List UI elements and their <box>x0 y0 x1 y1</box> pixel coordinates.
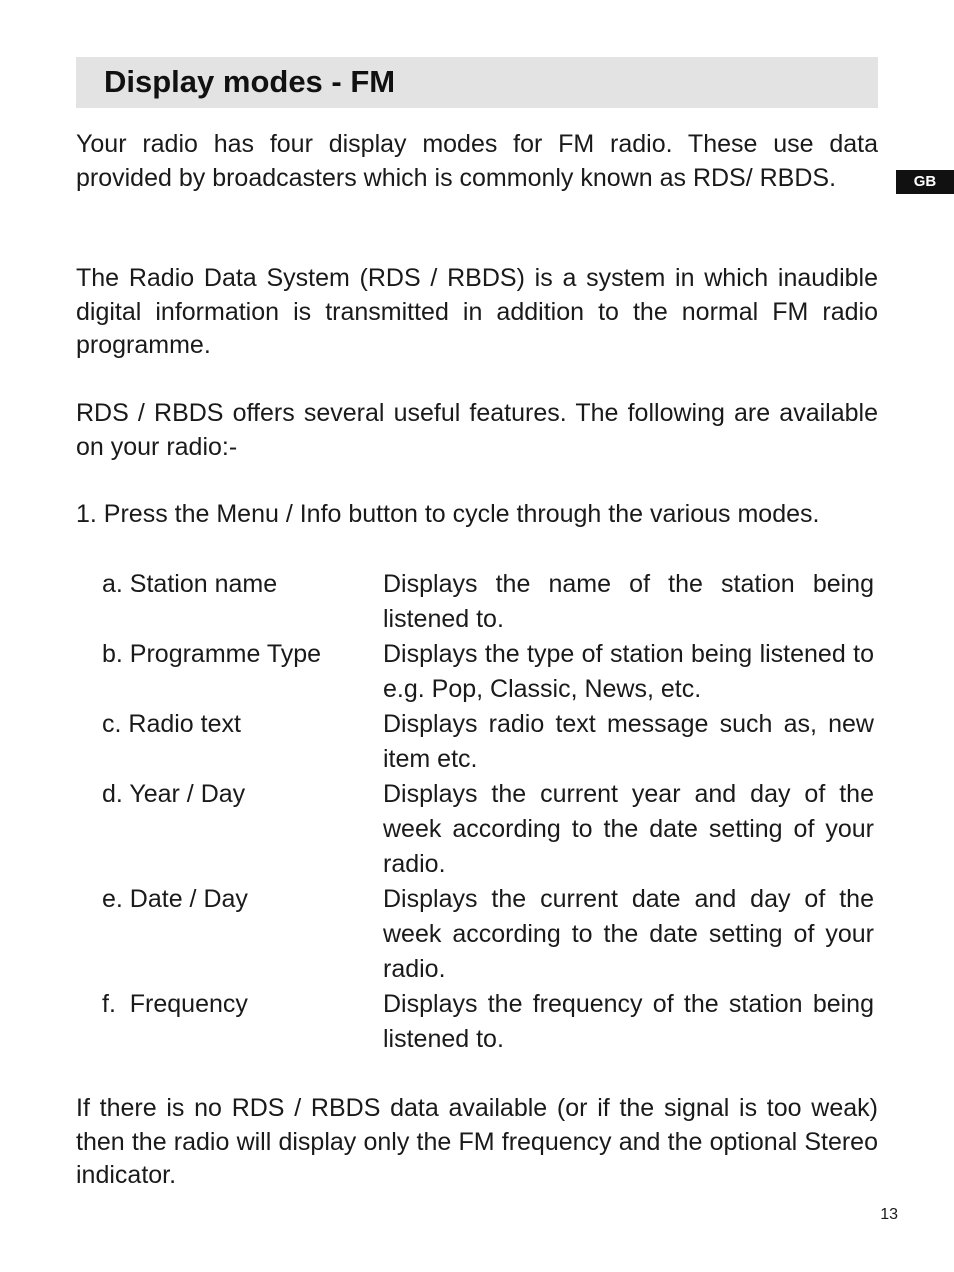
mode-term: b. Programme Type <box>102 640 322 668</box>
list-item <box>102 637 874 707</box>
display-modes-list <box>102 567 874 1057</box>
mode-description: Displays the name of the station being listened to. <box>383 570 874 633</box>
page-number: 13 <box>880 1206 898 1223</box>
mode-description: Displays the type of station being listened to e.g. Pop, Classic, News, etc. <box>383 640 874 703</box>
mode-description: Displays the current date and day of the week according to the date setting of your radio. <box>383 885 874 983</box>
mode-description: Displays the current year and day of the week according to the date setting of your radio. <box>383 780 874 878</box>
closing-paragraph: If there is no RDS / RBDS data available (or if the signal is too weak) then the radio will display only the FM frequency and the optional Stereo indicator. <box>76 1094 878 1189</box>
mode-description: Displays radio text message such as, new item etc. <box>383 710 874 773</box>
mode-description: Displays the frequency of the station being listened to. <box>383 990 874 1053</box>
features-paragraph: RDS / RBDS offers several useful features. The following are available on your radio:- <box>76 399 878 461</box>
mode-term: c. Radio text <box>102 710 241 738</box>
list-item <box>102 777 874 882</box>
language-tab: GB <box>896 170 954 194</box>
list-item <box>102 707 874 777</box>
page-title: Display modes - FM <box>104 64 396 99</box>
intro-paragraph: Your radio has four display modes for FM radio. These use data provided by broadcasters which is commonly known as RDS/ RBDS. <box>76 130 878 192</box>
heading-bar <box>76 57 878 108</box>
list-item <box>102 567 874 637</box>
list-item <box>102 987 874 1057</box>
mode-term: f. Frequency <box>102 990 248 1018</box>
mode-term: a. Station name <box>102 570 278 598</box>
step-1-instruction: 1. Press the Menu / Info button to cycle through the various modes. <box>76 500 820 528</box>
mode-term: e. Date / Day <box>102 885 248 913</box>
list-item <box>102 882 874 987</box>
mode-term: d. Year / Day <box>102 780 246 808</box>
rds-definition-paragraph: The Radio Data System (RDS / RBDS) is a system in which inaudible digital information is transmitted in addition to the normal FM radio programme. <box>76 264 878 359</box>
